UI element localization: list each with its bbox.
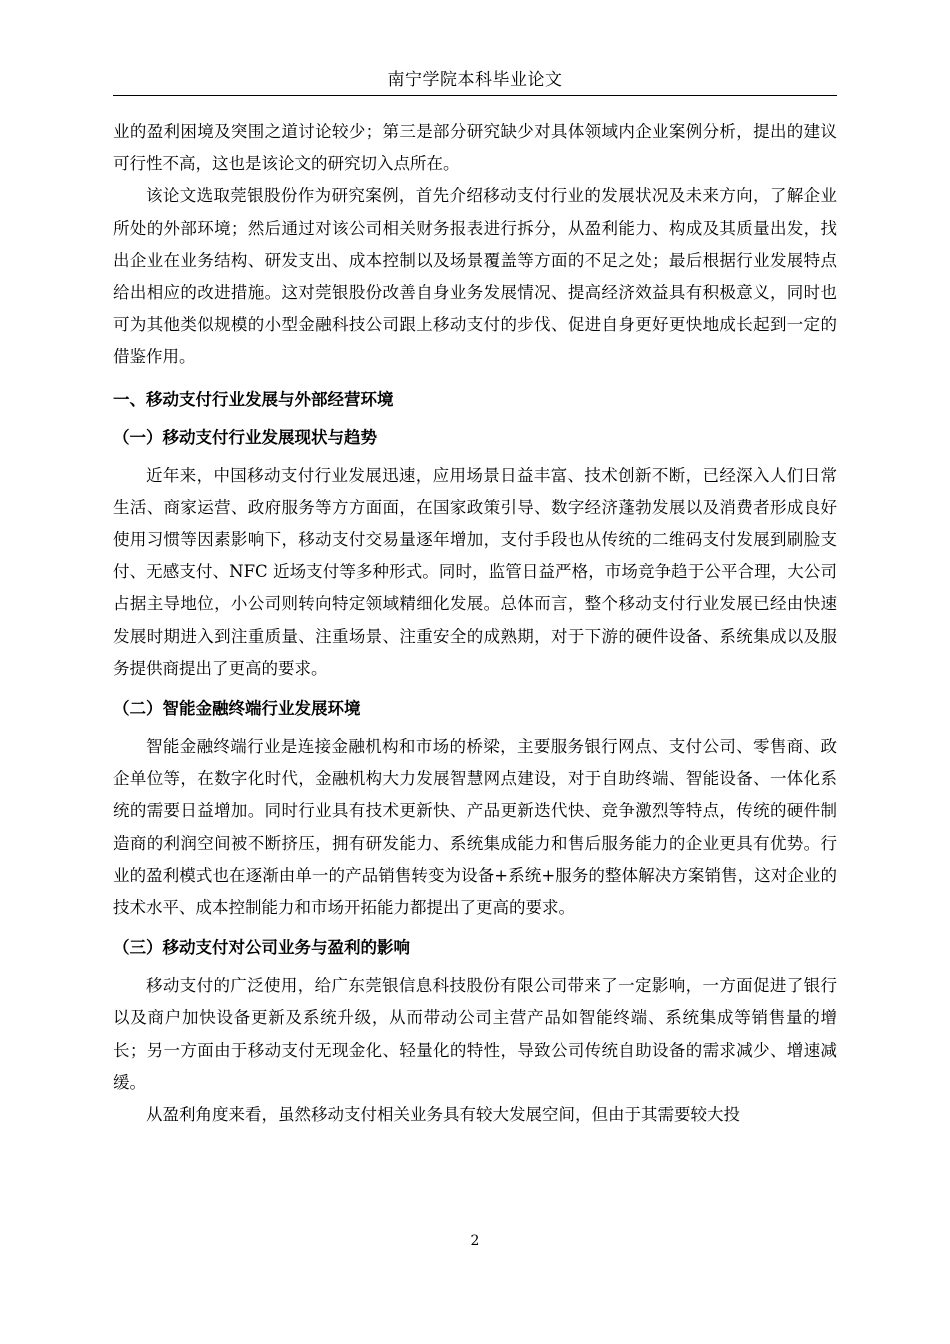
- paragraph-research-approach: 该论文选取莞银股份作为研究案例，首先介绍移动支付行业的发展状况及未来方向，了解企业所处的外部环境；然后通过对该公司相关财务报表进行拆分，从盈利能力、构成及其质量出发，找出企业在业务结构、研发支出、成本控制以及场景覆盖等方面的不足之处；最后根据行业发展特点给出相应的改进措施。这对莞银股份改善自身业务发展情况、提高经济效益具有积极意义，同时也可为其他类似规模的小型金融科技公司跟上移动支付的步伐、促进自身更好更快地成长起到一定的借鉴作用。: [113, 186, 837, 367]
- paragraph-terminal-environment: 智能金融终端行业是连接金融机构和市场的桥梁，主要服务银行网点、支付公司、零售商、政企单位等，在数字化时代，金融机构大力发展智慧网点建设，对于自助终端、智能设备、一体化系统的需要日益增加。同时行业具有技术更新快、产品更新迭代快、竞争激烈等特点，传统的硬件制造商的利润空间被不断挤压，拥有研发能力、系统集成能力和售后服务能力的企业更具有优势。行业的盈利模式也在逐渐由单一的产品销售转变为设备+系统+服务的整体解决方案销售，这对企业的技术水平、成本控制能力和市场开拓能力都提出了更高的要求。: [113, 737, 837, 918]
- paragraph-profit-view: 从盈利角度来看，虽然移动支付相关业务具有较大发展空间，但由于其需要较大投: [146, 1105, 740, 1125]
- paragraph-industry-status: 近年来，中国移动支付行业发展迅速，应用场景日益丰富、技术创新不断，已经深入人们日常生活、商家运营、政府服务等方方面面，在国家政策引导、数字经济蓬勃发展以及消费者形成良好使用习惯等因素影响下，移动支付交易量逐年增加，支付手段也从传统的二维码支付发展到刷脸支付、无感支付、NFC 近场支付等多种形式。同时，监管日益严格，市场竞争趋于公平合理，大公司占据主导地位，小公司则转向特定领域精细化发展。总体而言，整个移动支付行业发展已经由快速发展时期进入到注重质量、注重场景、注重安全的成熟期，对于下游的硬件设备、系统集成以及服务提供商提出了更高的要求。: [113, 465, 837, 678]
- subsection-heading-1-1: （一）移动支付行业发展现状与趋势: [113, 427, 377, 447]
- subsection-heading-1-3: （三）移动支付对公司业务与盈利的影响: [113, 938, 410, 958]
- subsection-heading-1-2: （二）智能金融终端行业发展环境: [113, 699, 361, 719]
- page-number: 2: [470, 1233, 480, 1249]
- section-heading-1: 一、移动支付行业发展与外部经营环境: [113, 389, 394, 409]
- paragraph-continuation: 业的盈利困境及突围之道讨论较少；第三是部分研究缺少对具体领域内企业案例分析，提出的建议可行性不高，这也是该论文的研究切入点所在。: [113, 122, 837, 174]
- running-header: 南宁学院本科毕业论文: [387, 70, 563, 90]
- paragraph-business-impact: 移动支付的广泛使用，给广东莞银信息科技股份有限公司带来了一定影响，一方面促进了银行以及商户加快设备更新及系统升级，从而带动公司主营产品如智能终端、系统集成等销售量的增长；另一方面由于移动支付无现金化、轻量化的特性，导致公司传统自助设备的需求减少、增速减缓。: [113, 976, 837, 1092]
- body-text: [113, 116, 837, 1131]
- header-rule: [113, 95, 837, 96]
